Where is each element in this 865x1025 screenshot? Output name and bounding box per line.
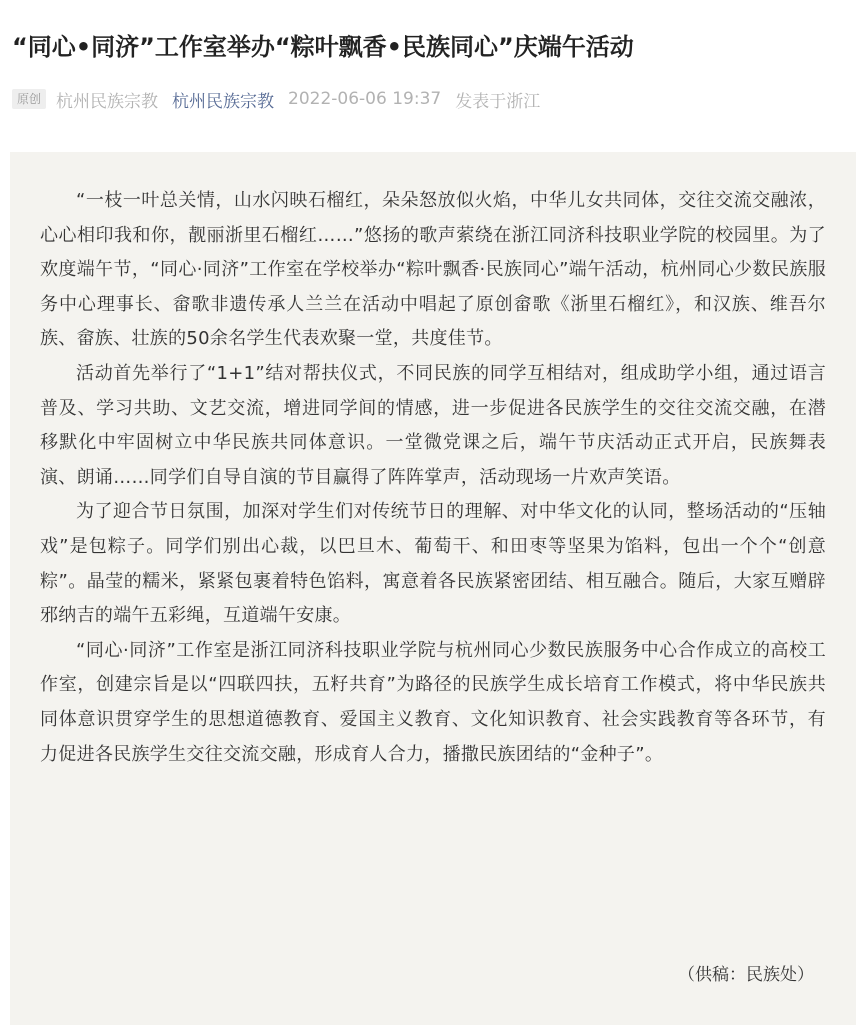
article-content xyxy=(10,152,856,1025)
account-name-link[interactable]: 杭州民族宗教 xyxy=(172,91,275,112)
article-paragraph-3: 为了迎合节日氛围，加深对学生们对传统节日的理解、对中华文化的认同，整场活动的“压轴戏”是包粽子。同学们别出心裁，以巴旦木、葡萄干、和田枣等坚果为馅料，包出一个个“创意粽”。晶莹的糯米，紧紧包裹着特色馅料，寓意着各民族紧密团结、相互融合。随后，大家互赠辟邪纳吉的端午五彩绳，互道端午安康。 xyxy=(40,501,826,627)
publish-date: 2022-06-06 19:37 xyxy=(288,89,442,109)
article-credit: （供稿：民族处） xyxy=(678,965,814,985)
article-meta xyxy=(12,86,540,112)
original-badge: 原创 xyxy=(12,89,46,109)
article-paragraph-4: “同心·同济”工作室是浙江同济科技职业学院与杭州同心少数民族服务中心合作成立的高校工作室，创建宗旨是以“四联四扶，五籽共育”为路径的民族学生成长培育工作模式，将中华民族共同体意识贯穿学生的思想道德教育、爱国主义教育、文化知识教育、社会实践教育等各环节，有力促进各民族学生交往交流交融，形成育人合力，播撒民族团结的“金种子”。 xyxy=(40,639,826,765)
article-paragraph-2: 活动首先举行了“1+1”结对帮扶仪式，不同民族的同学互相结对，组成助学小组，通过语言普及、学习共助、文艺交流，增进同学间的情感，进一步促进各民族学生的交往交流交融，在潜移默化中牢固树立中华民族共同体意识。一堂微党课之后，端午节庆活动正式开启，民族舞表演、朗诵……同学们自导自演的节目赢得了阵阵掌声，活动现场一片欢声笑语。 xyxy=(40,362,826,488)
article-title: “同心•同济”工作室举办“粽叶飘香•民族同心”庆端午活动 xyxy=(12,33,634,61)
author-name: 杭州民族宗教 xyxy=(56,91,159,112)
publish-location: 发表于浙江 xyxy=(455,91,541,112)
article-paragraph-1: “一枝一叶总关情，山水闪映石榴红，朵朵怒放似火焰，中华儿女共同体，交往交流交融浓，心心相印我和你，靓丽浙里石榴红……”悠扬的歌声萦绕在浙江同济科技职业学院的校园里。为了欢度端午节，“同心·同济”工作室在学校举办“粽叶飘香·民族同心”端午活动，杭州同心少数民族服务中心理事长、畲歌非遗传承人兰兰在活动中唱起了原创畲歌《浙里石榴红》，和汉族、维吾尔族、畲族、壮族的50余名学生代表欢聚一堂，共度佳节。 xyxy=(40,190,826,350)
